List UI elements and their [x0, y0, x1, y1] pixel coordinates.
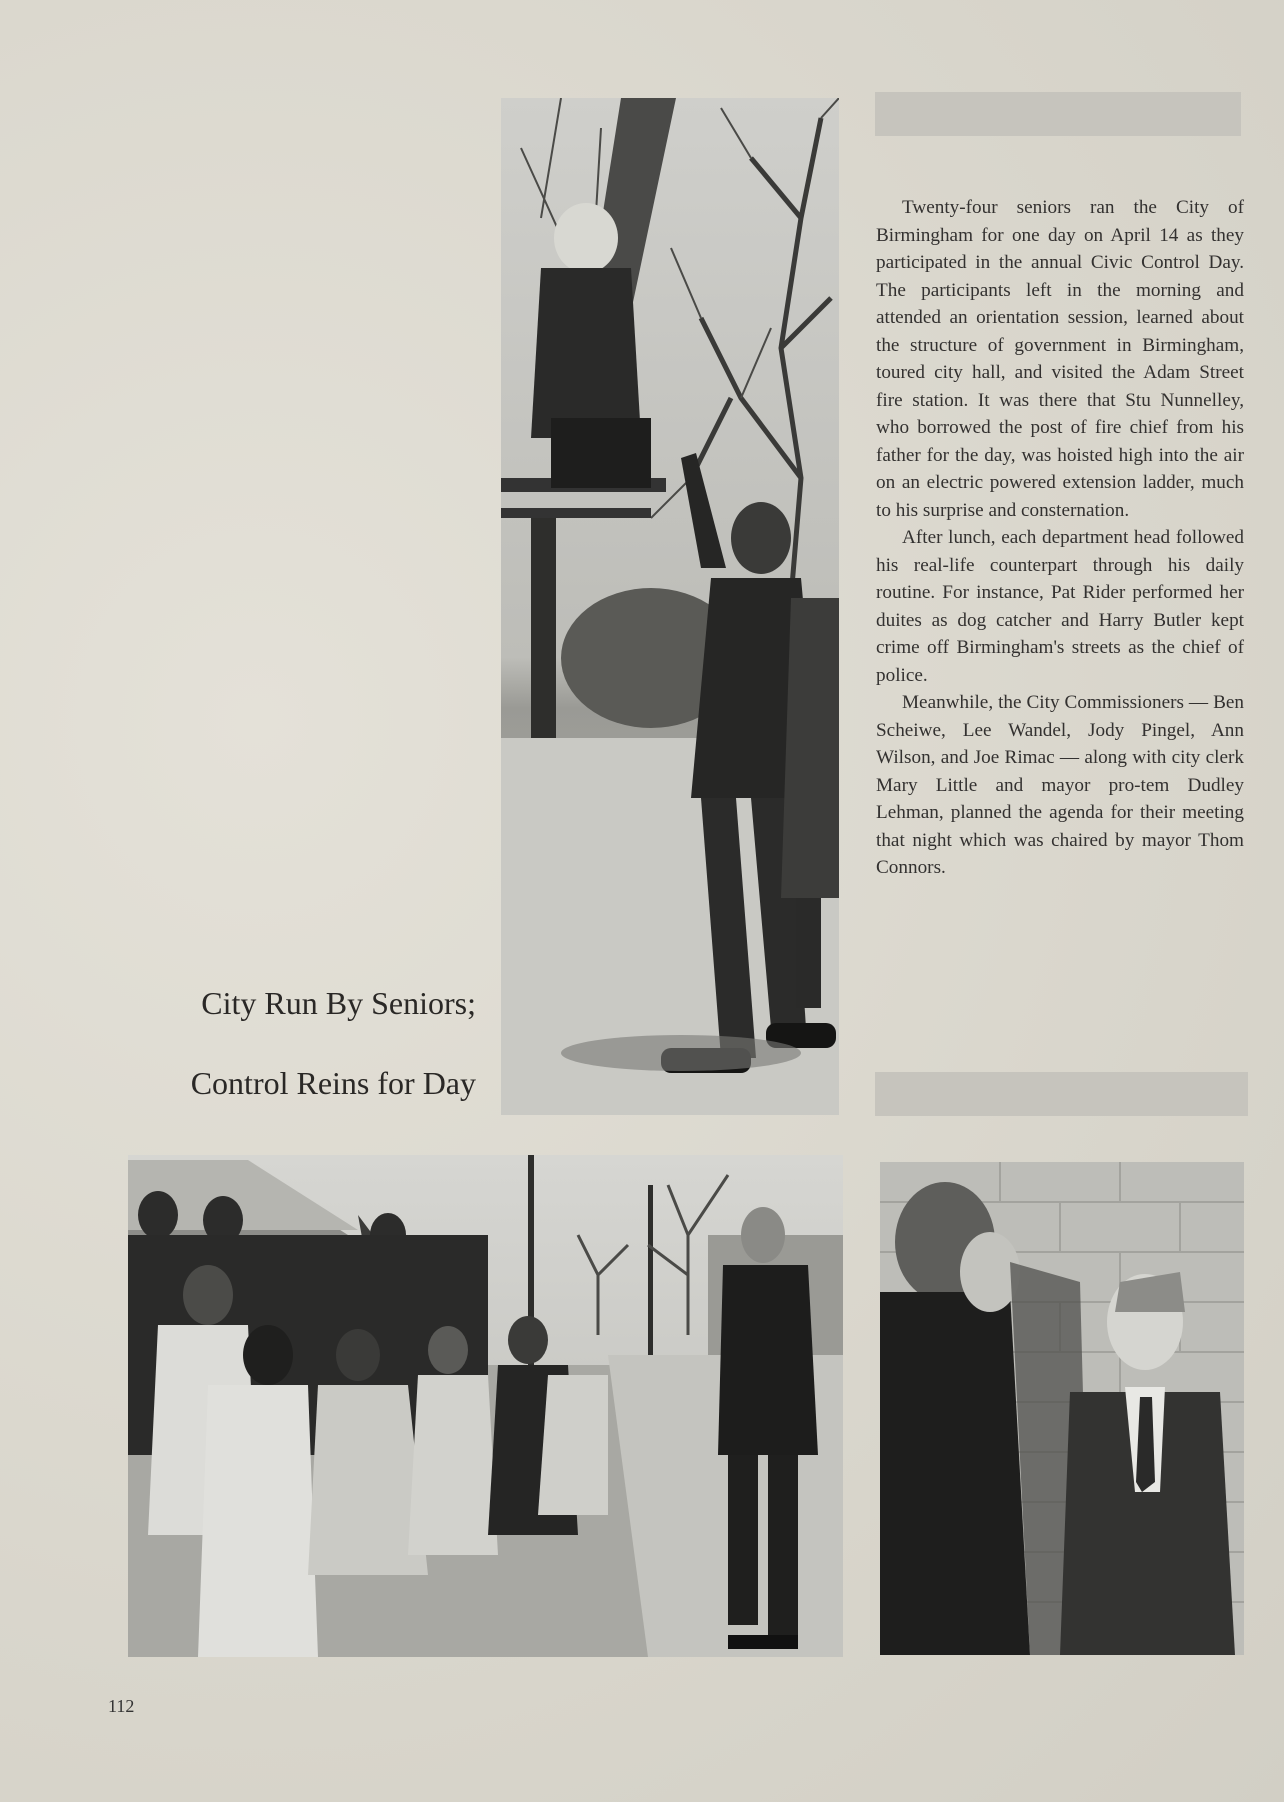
photo-fire-ladder [501, 98, 839, 1115]
article-body [876, 194, 1244, 882]
page-number: 112 [108, 1696, 135, 1716]
article-paragraph: Twenty-four seniors ran the City of Birmingham for one day on April 14 as they participated in the annual Civic Control Day. The participants left in the morning and attended an orientation session, learned about the structure of government in Birmingham, toured city hall, and visited the Adam Street fire station. It was there that Stu Nunnelley, who borrowed the post of fire chief from his father for the day, was hoisted high into the air on an electric powered extension ladder, much to his surprise and consternation. [876, 197, 1244, 521]
article-paragraph: Meanwhile, the City Commissioners — Ben Scheiwe, Lee Wandel, Jody Pingel, Ann Wilson, and Joe Rimac — along with city clerk Mary Little and mayor pro-tem Dudley Lehman, planned the agenda for their meeting that night which was chaired by mayor Thom Connors. [876, 692, 1244, 878]
bottom-gray-bar [875, 1072, 1248, 1116]
top-gray-bar [875, 92, 1241, 136]
photo-seated-group [128, 1155, 843, 1657]
headline-line-1: City Run By Seniors; [201, 985, 476, 1021]
photo-two-men [880, 1162, 1244, 1655]
article-paragraph: After lunch, each department head followed his real-life counterpart through his daily routine. For instance, Pat Rider performed her duites as dog catcher and Harry Butler kept crime off Birmingham's streets as the chief of police. [876, 527, 1244, 686]
headline-line-2: Control Reins for Day [190, 1065, 476, 1101]
